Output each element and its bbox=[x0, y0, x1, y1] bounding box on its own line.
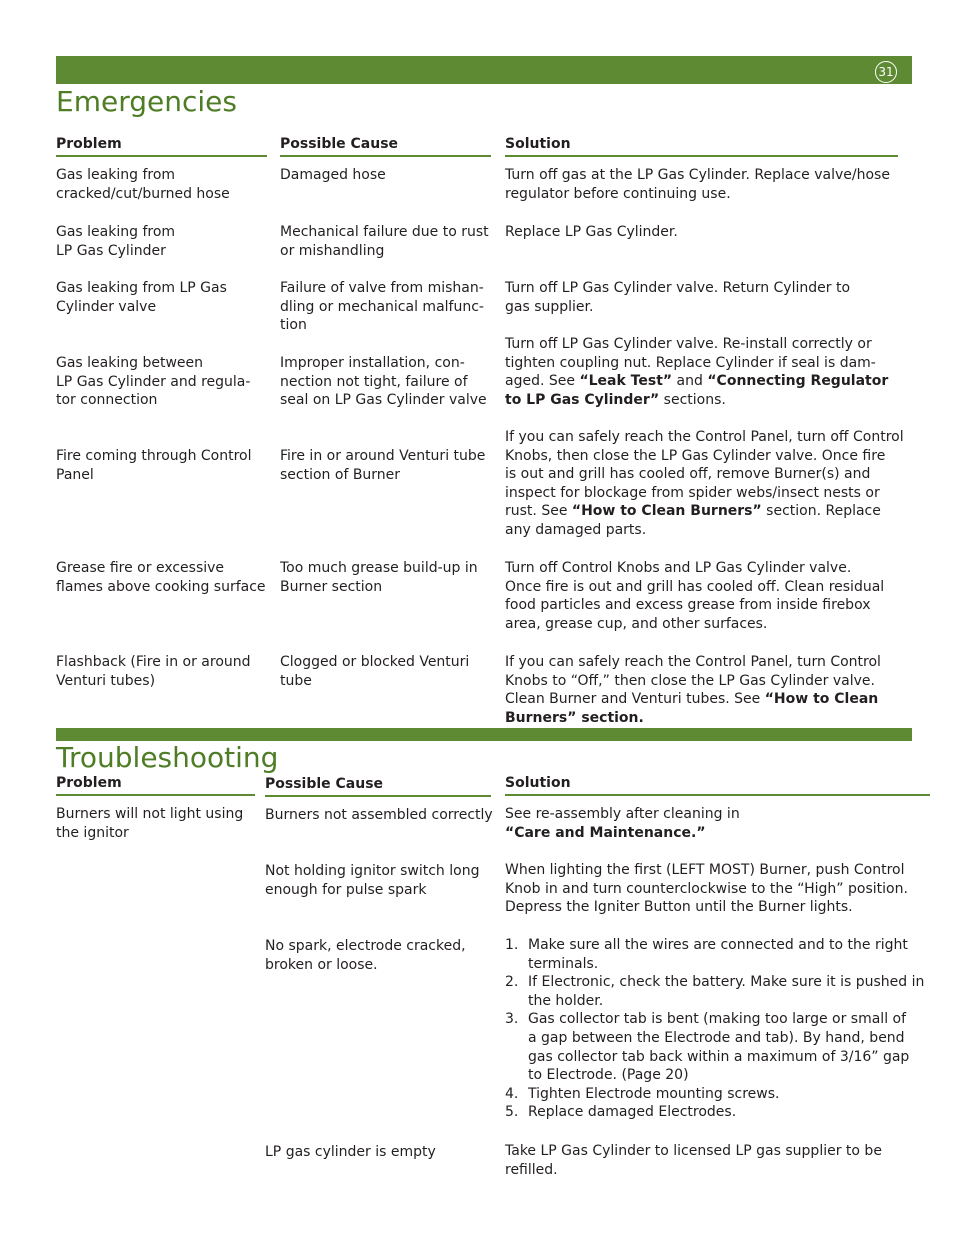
step-text: Make sure all the wires are connected and to the right terminals. bbox=[528, 937, 908, 972]
emergency-row-5-cause: Fire in or around Venturi tube section of Burner bbox=[280, 448, 486, 483]
step-item bbox=[505, 1010, 925, 1084]
troubleshooting-header-solution: Solution bbox=[505, 774, 930, 796]
troubleshooting-header-cause: Possible Cause bbox=[265, 775, 491, 797]
emergency-row-1-problem: Gas leaking from cracked/cut/burned hose bbox=[56, 167, 230, 202]
solution-text: Turn off Control Knobs and LP Gas Cylinder valve. Once fire is out and grill has cooled off. Clean residual food particles and excess grease from inside firebox area, grease cup, and other surfaces. bbox=[505, 560, 885, 632]
bold-reference: “Leak Test” bbox=[579, 373, 673, 390]
solution-text: Turn off LP Gas Cylinder valve. Re-install correctly or tighten coupling nut. Replace Cylinder if seal is dam- aged. See bbox=[505, 336, 876, 390]
emergency-row-6-cause: Too much grease build-up in Burner section bbox=[280, 560, 478, 595]
troubleshooting-header-problem: Problem bbox=[56, 774, 255, 796]
step-number: 3. bbox=[505, 1011, 519, 1028]
emergency-row-2-cause: Mechanical failure due to rust or mishandling bbox=[280, 224, 489, 259]
solution-text: Take LP Gas Cylinder to licensed LP gas supplier to be refilled. bbox=[505, 1143, 882, 1178]
step-number: 2. bbox=[505, 974, 519, 991]
step-item bbox=[505, 1085, 925, 1104]
bold-reference: “Connecting Regulator to LP Gas Cylinder” bbox=[505, 373, 889, 408]
step-item bbox=[505, 973, 925, 1010]
step-number: 4. bbox=[505, 1085, 519, 1102]
solution-text: Turn off LP Gas Cylinder valve. Return Cylinder to gas supplier. bbox=[505, 280, 851, 315]
emergency-row-7-solution bbox=[505, 653, 905, 727]
solution-text: If you can safely reach the Control Panel, turn Control Knobs to “Off,” then close the LP Gas Cylinder valve. Clean Burner and Venturi tubes. See bbox=[505, 654, 881, 708]
emergency-row-5-problem: Fire coming through Control Panel bbox=[56, 448, 252, 483]
troubleshooting-row-3-cause: No spark, electrode cracked, broken or loose. bbox=[265, 938, 466, 973]
step-text: Gas collector tab is bent (making too large or small of a gap between the Electrode and tab). By hand, bend gas collector tab back within a maximum of 3/16” gap to Electrode. (Page 20) bbox=[528, 1011, 910, 1084]
troubleshooting-row-4-solution bbox=[505, 1142, 930, 1179]
solution-text: See re-assembly after cleaning in bbox=[505, 806, 740, 822]
emergencies-header-solution: Solution bbox=[505, 135, 898, 157]
emergency-row-7-problem: Flashback (Fire in or around Venturi tubes) bbox=[56, 654, 251, 689]
troubleshooting-row-2-solution bbox=[505, 861, 930, 917]
solution-text: If you can safely reach the Control Panel, turn off Control Knobs, then close the LP Gas Cylinder valve. Once fire is out and grill has cooled off, remove Burner(s) and inspect for blockage from spider webs/insect nests or rust. See bbox=[505, 429, 904, 520]
troubleshooting-row-1-cause: Burners not assembled correctly bbox=[265, 807, 493, 823]
step-number: 5. bbox=[505, 1104, 519, 1121]
bold-reference: “Care and Maintenance.” bbox=[505, 824, 706, 841]
troubleshooting-row-1-solution bbox=[505, 805, 930, 842]
troubleshooting-row-4-cause: LP gas cylinder is empty bbox=[265, 1144, 436, 1160]
solution-text: and bbox=[672, 373, 708, 390]
emergency-row-3-problem: Gas leaking from LP Gas Cylinder valve bbox=[56, 280, 227, 315]
emergencies-header-cause: Possible Cause bbox=[280, 135, 491, 157]
solution-text: When lighting the first (LEFT MOST) Burner, push Control Knob in and turn counterclockwise to the “High” position. Depress the Igniter Button until the Burner lights. bbox=[505, 862, 908, 916]
step-text: Tighten Electrode mounting screws. bbox=[528, 1085, 780, 1102]
emergency-row-4-problem: Gas leaking between LP Gas Cylinder and regula- tor connection bbox=[56, 355, 251, 409]
emergency-row-6-solution bbox=[505, 559, 905, 633]
troubleshooting-row-2-cause: Not holding ignitor switch long enough for pulse spark bbox=[265, 863, 480, 898]
emergency-row-3-cause: Failure of valve from mishan- dling or mechanical malfunc- tion bbox=[280, 280, 484, 334]
emergency-row-4-solution bbox=[505, 335, 905, 409]
bold-reference: “How to Clean Burners” section. bbox=[505, 691, 879, 726]
step-text: Replace damaged Electrodes. bbox=[528, 1104, 737, 1121]
bold-reference: “How to Clean Burners” bbox=[571, 503, 762, 520]
emergencies-heading: Emergencies bbox=[56, 85, 237, 118]
solution-text: sections. bbox=[659, 391, 726, 408]
step-item bbox=[505, 936, 925, 973]
page-number: 31 bbox=[875, 61, 897, 83]
emergency-row-5-solution bbox=[505, 428, 905, 540]
step-item bbox=[505, 1103, 925, 1122]
solution-text: Turn off gas at the LP Gas Cylinder. Replace valve/hose regulator before continuing use. bbox=[505, 167, 890, 202]
emergency-row-6-problem: Grease fire or excessive flames above cooking surface bbox=[56, 560, 266, 595]
step-text: If Electronic, check the battery. Make sure it is pushed in the holder. bbox=[528, 974, 925, 1009]
emergency-row-1-solution bbox=[505, 166, 905, 203]
emergency-row-7-cause: Clogged or blocked Venturi tube bbox=[280, 654, 470, 689]
emergency-row-4-cause: Improper installation, con- nection not tight, failure of seal on LP Gas Cylinder valve bbox=[280, 355, 487, 409]
troubleshooting-heading: Troubleshooting bbox=[56, 741, 279, 774]
solution-text: section. Replace any damaged parts. bbox=[505, 503, 881, 538]
emergency-row-3-solution bbox=[505, 279, 905, 316]
emergency-row-1-cause: Damaged hose bbox=[280, 167, 386, 183]
section-divider-bar bbox=[56, 728, 912, 741]
troubleshooting-problem: Burners will not light using the ignitor bbox=[56, 806, 244, 841]
emergencies-header-problem: Problem bbox=[56, 135, 267, 157]
emergency-row-2-solution bbox=[505, 223, 905, 242]
step-number: 1. bbox=[505, 937, 519, 953]
troubleshooting-row-3-steps bbox=[505, 936, 925, 1122]
solution-text: Replace LP Gas Cylinder. bbox=[505, 224, 678, 240]
emergency-row-2-problem: Gas leaking from LP Gas Cylinder bbox=[56, 224, 176, 259]
top-header-bar bbox=[56, 56, 912, 84]
